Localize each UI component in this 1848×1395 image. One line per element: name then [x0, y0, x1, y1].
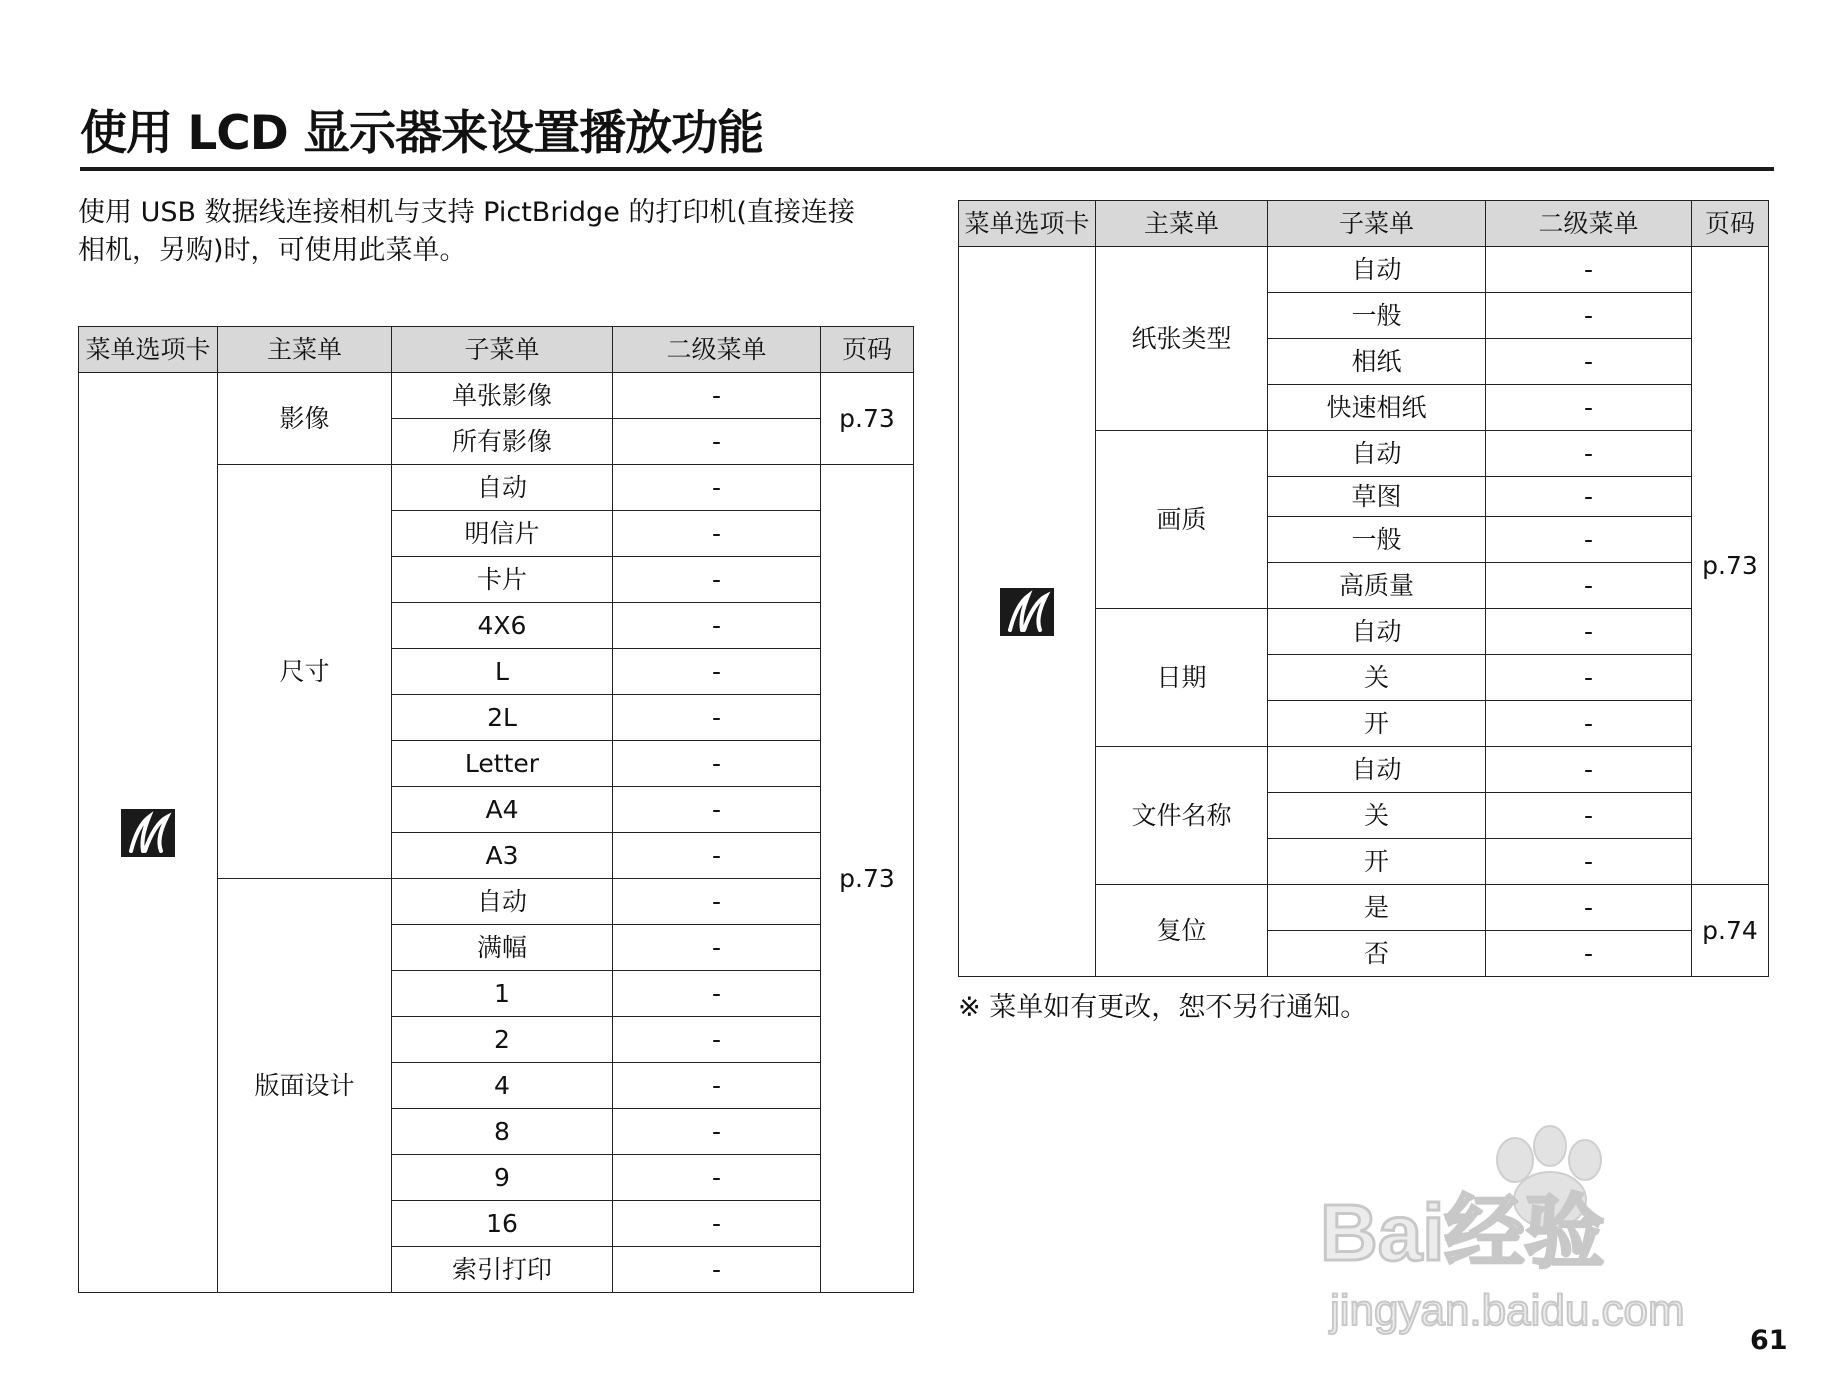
- intro-paragraph: 使用 USB 数据线连接相机与支持 PictBridge 的打印机(直接连接相机，另购)时，可使用此菜单。: [78, 197, 855, 266]
- page-ref-cell: p.73: [1692, 247, 1769, 885]
- second-menu-cell: -: [613, 1155, 821, 1201]
- tab-cell: [79, 373, 218, 1293]
- sub-menu-cell: 关: [1268, 655, 1486, 701]
- sub-menu-cell: 4: [392, 1063, 613, 1109]
- second-menu-cell: -: [613, 557, 821, 603]
- header-second: 二级菜单: [613, 327, 821, 373]
- sub-menu-cell: 一般: [1268, 517, 1486, 563]
- sub-menu-cell: 否: [1268, 931, 1486, 977]
- header-sub: 子菜单: [392, 327, 613, 373]
- second-menu-cell: -: [1486, 431, 1692, 477]
- page-title: 使用 LCD 显示器来设置播放功能: [80, 104, 1774, 171]
- second-menu-cell: -: [1486, 293, 1692, 339]
- sub-menu-cell: 单张影像: [392, 373, 613, 419]
- second-menu-cell: -: [613, 1201, 821, 1247]
- sub-menu-cell: 开: [1268, 701, 1486, 747]
- sub-menu-cell: Letter: [392, 741, 613, 787]
- sub-menu-cell: 明信片: [392, 511, 613, 557]
- second-menu-cell: -: [1486, 747, 1692, 793]
- sub-menu-cell: 自动: [1268, 247, 1486, 293]
- sub-menu-cell: 自动: [1268, 431, 1486, 477]
- pictbridge-print-icon: [1000, 588, 1054, 636]
- header-sub: 子菜单: [1268, 201, 1486, 247]
- sub-menu-cell: L: [392, 649, 613, 695]
- menu-table-left: [78, 326, 914, 1293]
- header-main: 主菜单: [1096, 201, 1268, 247]
- second-menu-cell: -: [1486, 563, 1692, 609]
- second-menu-cell: -: [613, 879, 821, 925]
- sub-menu-cell: 关: [1268, 793, 1486, 839]
- sub-menu-cell: 4X6: [392, 603, 613, 649]
- second-menu-cell: -: [613, 833, 821, 879]
- sub-menu-cell: 自动: [1268, 747, 1486, 793]
- sub-menu-cell: 8: [392, 1109, 613, 1155]
- header-tab: 菜单选项卡: [959, 201, 1096, 247]
- second-menu-cell: -: [1486, 477, 1692, 517]
- second-menu-cell: -: [1486, 339, 1692, 385]
- sub-menu-cell: 索引打印: [392, 1247, 613, 1293]
- sub-menu-cell: 2L: [392, 695, 613, 741]
- second-menu-cell: -: [613, 419, 821, 465]
- tab-cell: [959, 247, 1096, 977]
- sub-menu-cell: 一般: [1268, 293, 1486, 339]
- header-page: 页码: [821, 327, 914, 373]
- sub-menu-cell: 自动: [392, 879, 613, 925]
- page-ref-cell: p.73: [821, 465, 914, 1293]
- second-menu-cell: -: [1486, 609, 1692, 655]
- sub-menu-cell: 9: [392, 1155, 613, 1201]
- sub-menu-cell: 快速相纸: [1268, 385, 1486, 431]
- change-notice: ※ 菜单如有更改，恕不另行通知。: [958, 992, 1368, 1023]
- sub-menu-cell: 2: [392, 1017, 613, 1063]
- second-menu-cell: -: [613, 741, 821, 787]
- sub-menu-cell: 是: [1268, 885, 1486, 931]
- second-menu-cell: -: [1486, 931, 1692, 977]
- main-menu-cell: 影像: [218, 373, 392, 465]
- page-ref-cell: p.74: [1692, 885, 1769, 977]
- main-menu-cell: 日期: [1096, 609, 1268, 747]
- main-menu-cell: 纸张类型: [1096, 247, 1268, 431]
- sub-menu-cell: 16: [392, 1201, 613, 1247]
- second-menu-cell: -: [1486, 385, 1692, 431]
- sub-menu-cell: 相纸: [1268, 339, 1486, 385]
- watermark-url: jingyan.baidu.com: [1330, 1286, 1685, 1335]
- main-menu-cell: 复位: [1096, 885, 1268, 977]
- second-menu-cell: -: [613, 603, 821, 649]
- second-menu-cell: -: [1486, 793, 1692, 839]
- second-menu-cell: -: [1486, 839, 1692, 885]
- second-menu-cell: -: [613, 925, 821, 971]
- main-menu-cell: 文件名称: [1096, 747, 1268, 885]
- sub-menu-cell: 自动: [1268, 609, 1486, 655]
- main-menu-cell: 画质: [1096, 431, 1268, 609]
- second-menu-cell: -: [613, 373, 821, 419]
- sub-menu-cell: A3: [392, 833, 613, 879]
- sub-menu-cell: 1: [392, 971, 613, 1017]
- sub-menu-cell: 开: [1268, 839, 1486, 885]
- second-menu-cell: -: [613, 1017, 821, 1063]
- second-menu-cell: -: [613, 511, 821, 557]
- second-menu-cell: -: [613, 1063, 821, 1109]
- second-menu-cell: -: [613, 695, 821, 741]
- header-page: 页码: [1692, 201, 1769, 247]
- pictbridge-print-icon: [121, 809, 175, 857]
- sub-menu-cell: 自动: [392, 465, 613, 511]
- watermark-brand: Bai经验: [1320, 1188, 1605, 1277]
- second-menu-cell: -: [613, 1247, 821, 1293]
- second-menu-cell: -: [1486, 885, 1692, 931]
- main-menu-cell: 版面设计: [218, 879, 392, 1293]
- baidu-jingyan-watermark: [1310, 1120, 1770, 1340]
- page-ref-cell: p.73: [821, 373, 914, 465]
- sub-menu-cell: 草图: [1268, 477, 1486, 517]
- header-tab: 菜单选项卡: [79, 327, 218, 373]
- second-menu-cell: -: [1486, 655, 1692, 701]
- menu-table-right: [958, 200, 1769, 977]
- second-menu-cell: -: [613, 787, 821, 833]
- second-menu-cell: -: [613, 465, 821, 511]
- page-number: 61: [1750, 1325, 1788, 1356]
- second-menu-cell: -: [1486, 247, 1692, 293]
- sub-menu-cell: 所有影像: [392, 419, 613, 465]
- sub-menu-cell: 卡片: [392, 557, 613, 603]
- sub-menu-cell: 满幅: [392, 925, 613, 971]
- second-menu-cell: -: [1486, 701, 1692, 747]
- sub-menu-cell: A4: [392, 787, 613, 833]
- second-menu-cell: -: [613, 1109, 821, 1155]
- sub-menu-cell: 高质量: [1268, 563, 1486, 609]
- second-menu-cell: -: [1486, 517, 1692, 563]
- second-menu-cell: -: [613, 649, 821, 695]
- second-menu-cell: -: [613, 971, 821, 1017]
- header-main: 主菜单: [218, 327, 392, 373]
- main-menu-cell: 尺寸: [218, 465, 392, 879]
- header-second: 二级菜单: [1486, 201, 1692, 247]
